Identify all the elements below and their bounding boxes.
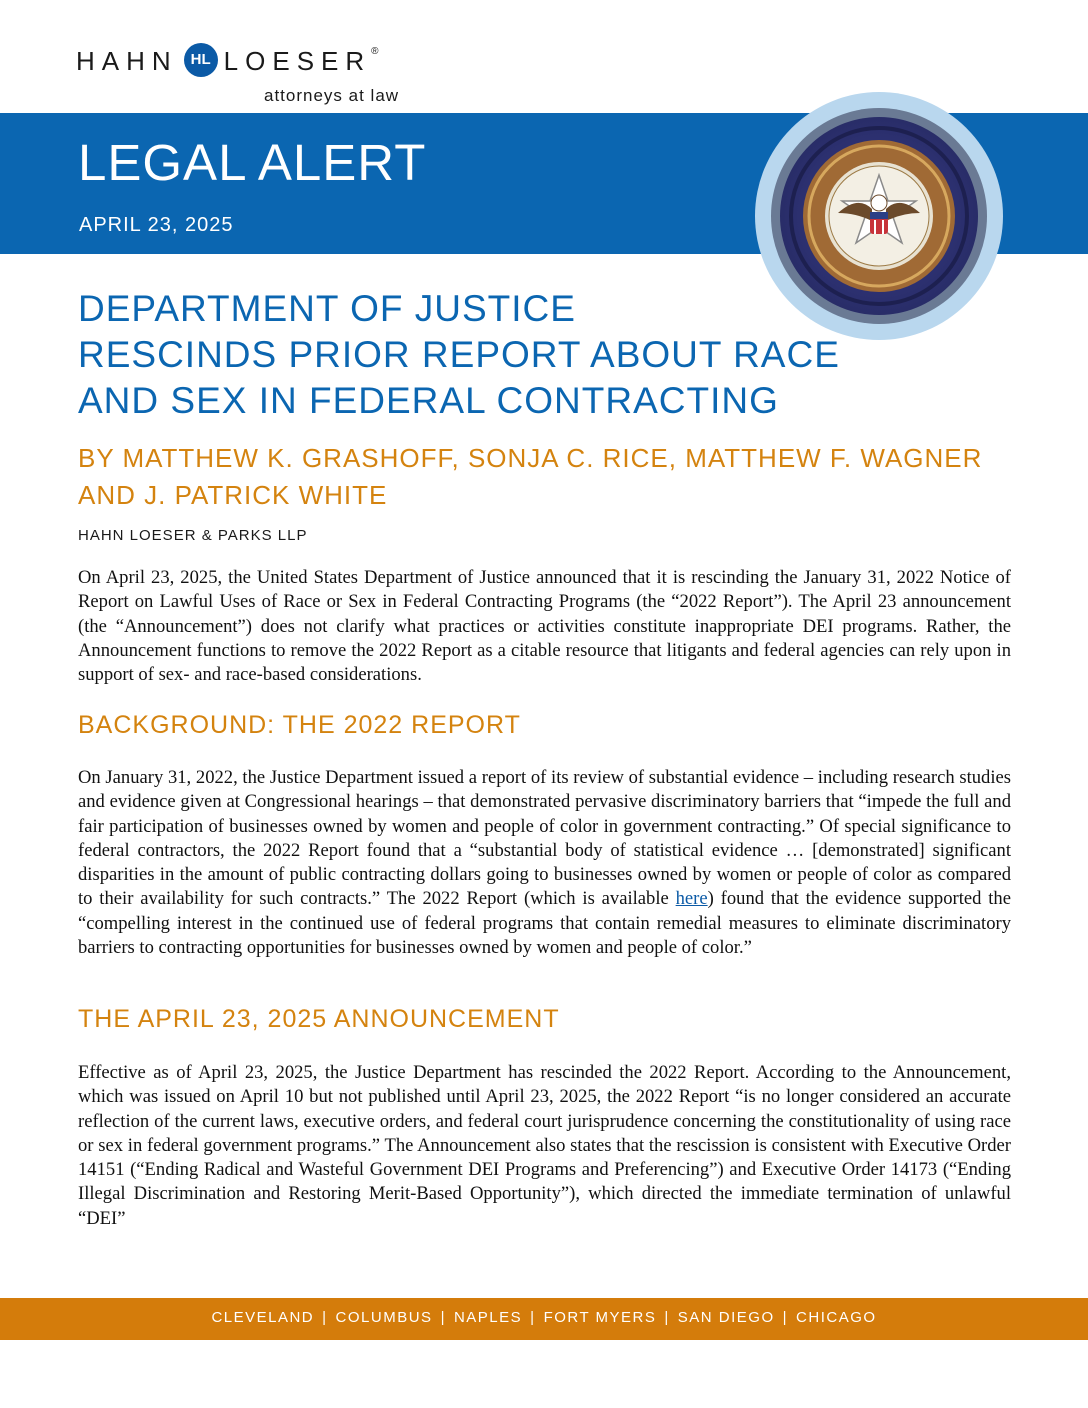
firm-logo xyxy=(0,40,520,110)
author-byline: BY MATTHEW K. GRASHOFF, SONJA C. RICE, MATTHEW F. WAGNER AND J. PATRICK WHITE xyxy=(78,443,983,510)
announcement-paragraph: Effective as of April 23, 2025, the Justice Department has rescinded the 2022 Report. According to the Announcement, which was issued on April 10 but not published until April 23, 2025, the 2022 Report “is no longer considered an accurate reflection of the current laws, executive orders, and federal court jurisprudence concerning the constitutionality of using race or sex in federal government programs.” The Announcement also states that the rescission is consistent with Executive Order 14151 (“Ending Radical and Wasteful Government DEI Programs and Preferencing”) and Executive Order 14173 (“Ending Illegal Discrimination and Restoring Merit-Based Opportunity”), which directed the immediate termination of unlawful “DEI” xyxy=(78,1062,1011,1229)
office-naples: NAPLES xyxy=(453,1309,523,1326)
office-san-diego: SAN DIEGO xyxy=(677,1309,775,1326)
footer-separator: | xyxy=(664,1309,670,1326)
headline-line: AND SEX IN FEDERAL CONTRACTING xyxy=(78,380,779,421)
logo-mark-icon: HL xyxy=(184,43,218,77)
office-cleveland: CLEVELAND xyxy=(211,1309,315,1326)
firm-name: HAHN LOESER & PARKS LLP xyxy=(78,527,308,544)
footer-separator: | xyxy=(322,1309,328,1326)
banner-title: LEGAL ALERT xyxy=(78,134,427,191)
logo-tagline: attorneys at law xyxy=(264,86,400,105)
banner-date: APRIL 23, 2025 xyxy=(79,214,234,236)
office-locations-footer xyxy=(0,1298,1088,1340)
section-heading-background: BACKGROUND: THE 2022 REPORT xyxy=(78,711,521,739)
article-headline xyxy=(78,286,978,424)
intro-paragraph: On April 23, 2025, the United States Department of Justice announced that it is rescinding the January 31, 2022 Notice of Report on Lawful Uses of Race or Sex in Federal Contracting Programs (the “2022 Report”). The April 23 announcement (the “Announcement”) does not clarify what practices or activities constitute inappropriate DEI programs. Rather, the Announcement functions to remove the 2022 Report as a citable resource that litigants and federal agencies can rely upon in support of sex- and race-based considerations. xyxy=(78,567,1011,686)
headline-line: RESCINDS PRIOR REPORT ABOUT RACE xyxy=(78,334,840,375)
office-chicago: CHICAGO xyxy=(796,1309,877,1326)
background-text-continued: ) found that the evidence supported the “compelling interest in the continued use of federal programs that contain remedial measures to eliminate discriminatory barriers to contracting opportunities for businesses owned by women and people of color.” xyxy=(78,888,1011,959)
section-heading-announcement: THE APRIL 23, 2025 ANNOUNCEMENT xyxy=(78,1005,560,1033)
report-link[interactable]: here xyxy=(675,888,708,910)
registered-mark: ® xyxy=(371,46,379,57)
footer-separator: | xyxy=(440,1309,446,1326)
office-columbus: COLUMBUS xyxy=(335,1309,433,1326)
office-fort-myers: FORT MYERS xyxy=(543,1309,657,1326)
office-list xyxy=(0,1309,1088,1326)
logo-name-right: LOESER xyxy=(223,46,372,76)
logo-name-left: HAHN xyxy=(76,46,178,76)
footer-separator: | xyxy=(782,1309,789,1326)
background-paragraph xyxy=(78,766,1011,960)
background-text: On January 31, 2022, the Justice Department issued a report of its review of substantial evidence – including research studies and evidence given at Congressional hearings – that demonstrated pervasive discriminatory barriers that “impede the full and fair participation of businesses owned by women and people of color in government contracting.” Of special significance to federal contractors, the 2022 Report found that a “substantial body of statistical evidence … [demonstrated] significant disparities in the amount of public contracting dollars going to businesses owned by women or people of color as compared to their availability for such contracts.” The 2022 Report (which is available xyxy=(78,767,1011,910)
logo-wordmark xyxy=(76,46,379,80)
headline-line: DEPARTMENT OF JUSTICE xyxy=(78,288,576,329)
footer-separator: | xyxy=(530,1309,536,1326)
